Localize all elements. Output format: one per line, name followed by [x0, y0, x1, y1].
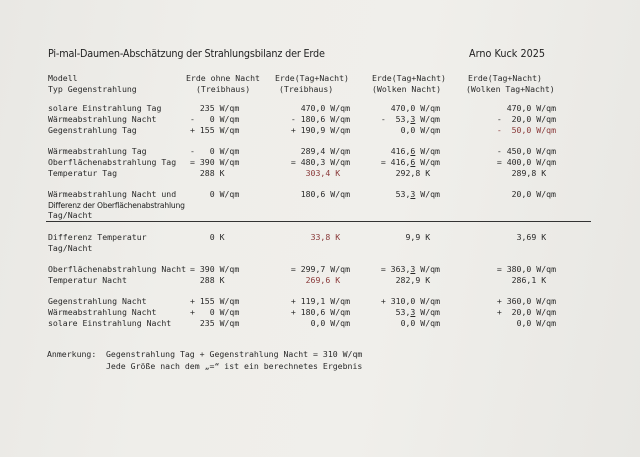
col2-value-highlight: 33,8 K	[310, 232, 350, 242]
author-label: Arno Kuck 2025	[469, 48, 546, 60]
col3-value: 282,9 K	[395, 275, 440, 285]
unit: W/qm	[415, 264, 440, 274]
col3-value	[356, 146, 440, 157]
col3-value: 0,0 W/qm	[400, 318, 440, 328]
col4-value: 3,69 K	[516, 232, 556, 242]
row-label-continued: Differenz der Oberflächenabstrahlung	[48, 201, 185, 210]
value-part: - 53,	[380, 114, 411, 124]
col1-value: 235 W/qm	[190, 103, 240, 113]
row-label: Gegenstrahlung Tag	[48, 125, 137, 135]
col3-value: 9,9 K	[405, 232, 440, 242]
table-row-heat-night-diff	[0, 189, 640, 200]
row-label: Oberflächenabstrahlung Tag	[48, 157, 177, 167]
col3-value	[356, 189, 440, 200]
unit: W/qm	[415, 189, 440, 199]
col3-subheader: (Wolken Nacht)	[372, 84, 442, 94]
col1-value: 288 K	[190, 168, 225, 178]
table-row-solar-day	[0, 103, 640, 114]
col2-value: - 180,6 W/qm	[290, 114, 350, 124]
col2-value: + 190,9 W/qm	[290, 125, 350, 135]
col2-value: + 119,1 W/qm	[290, 296, 350, 306]
table-row-temp-night	[0, 275, 640, 286]
value-part: 416,	[390, 146, 411, 156]
row-label-continued: Tag/Nacht	[48, 210, 93, 220]
note-row-1	[0, 349, 640, 360]
col1-value: + 155 W/qm	[190, 125, 240, 135]
col3-value	[356, 114, 440, 125]
col4-value: = 380,0 W/qm	[496, 264, 556, 274]
unit: W/qm	[415, 157, 440, 167]
col1-value: 288 K	[190, 275, 225, 285]
col2-value: 289,4 W/qm	[300, 146, 350, 156]
underlined-digit: 6	[410, 157, 416, 167]
unit: W/qm	[415, 146, 440, 156]
unit: W/qm	[415, 114, 440, 124]
value-part: = 416,	[380, 157, 411, 167]
col4-value: - 20,0 W/qm	[496, 114, 556, 124]
header-row-2	[0, 84, 640, 95]
col4-value: - 450,0 W/qm	[496, 146, 556, 156]
col4-value: 286,1 K	[511, 275, 556, 285]
col2-value-highlight: 269,6 K	[305, 275, 350, 285]
underlined-digit: 6	[410, 146, 416, 156]
model-label: Modell	[48, 73, 78, 83]
table-row-solar-night	[0, 318, 640, 329]
col2-value: = 299,7 W/qm	[290, 264, 350, 274]
value-part: 53,	[395, 189, 411, 199]
col1-value: 235 W/qm	[190, 318, 240, 328]
col3-value	[356, 157, 440, 168]
underlined-digit: 3	[410, 264, 416, 274]
underlined-digit: 3	[410, 189, 416, 199]
row-label-continued: Tag/Nacht	[48, 243, 93, 253]
row-label: Wärmeabstrahlung Nacht	[48, 307, 157, 317]
row-label: Oberflächenabstrahlung Nacht	[48, 264, 187, 274]
type-label: Typ Gegenstrahlung	[48, 84, 137, 94]
table-row-surface-day	[0, 157, 640, 168]
col3-value: + 310,0 W/qm	[380, 296, 440, 306]
col2-value: 0,0 W/qm	[310, 318, 350, 328]
table-row-counter-night	[0, 296, 640, 307]
col1-value: + 155 W/qm	[190, 296, 240, 306]
col4-value: + 20,0 W/qm	[496, 307, 556, 317]
table-row-temp-diff	[0, 232, 640, 243]
col2-value-highlight: 303,4 K	[305, 168, 350, 178]
document-title: Pi-mal-Daumen-Abschätzung der Strahlungsbilanz der Erde	[48, 48, 325, 60]
note-line-2: Jede Größe nach dem „=“ ist ein berechnetes Ergebnis	[106, 361, 363, 371]
row-label: Wärmeabstrahlung Nacht	[48, 114, 157, 124]
table-row-heat-night	[0, 114, 640, 125]
col2-value: + 180,6 W/qm	[290, 307, 350, 317]
col4-value: 470,0 W/qm	[506, 103, 556, 113]
underlined-digit: 3	[410, 114, 416, 124]
row-label: Temperatur Tag	[48, 168, 118, 178]
value-part: 53,	[395, 307, 411, 317]
row-label: solare Einstrahlung Nacht	[48, 318, 172, 328]
note-row-2	[0, 361, 640, 372]
col4-value-highlight: - 50,0 W/qm	[496, 125, 556, 135]
table-row-temp-day	[0, 168, 640, 179]
col2-subheader: (Treibhaus)	[279, 84, 334, 94]
unit: W/qm	[415, 307, 440, 317]
col4-value: 289,8 K	[511, 168, 556, 178]
col4-header: Erde(Tag+Nacht)	[468, 73, 542, 83]
row-label: Wärmeabstrahlung Nacht und	[48, 189, 177, 199]
row-label: Gegenstrahlung Nacht	[48, 296, 147, 306]
col1-value: 0 W/qm	[190, 189, 240, 199]
note-label: Anmerkung:	[47, 349, 97, 359]
col1-value: - 0 W/qm	[190, 114, 240, 124]
col2-value: = 480,3 W/qm	[290, 157, 350, 167]
row-label: solare Einstrahlung Tag	[48, 103, 162, 113]
underlined-digit: 3	[410, 307, 416, 317]
col2-value: 470,0 W/qm	[300, 103, 350, 113]
col1-value: + 0 W/qm	[190, 307, 240, 317]
section-divider	[46, 221, 591, 222]
value-part: = 363,	[380, 264, 411, 274]
col1-header: Erde ohne Nacht	[186, 73, 260, 83]
col1-value: = 390 W/qm	[190, 264, 240, 274]
row-label: Wärmeabstrahlung Tag	[48, 146, 147, 156]
table-row-temp-diff-cont	[0, 243, 640, 254]
table-row-surface-night	[0, 264, 640, 275]
col2-value: 180,6 W/qm	[300, 189, 350, 199]
col3-value	[356, 307, 440, 318]
row-label: Temperatur Nacht	[48, 275, 127, 285]
row-label: Differenz Temperatur	[48, 232, 147, 242]
col4-value: 0,0 W/qm	[516, 318, 556, 328]
col1-value: 0 K	[190, 232, 225, 242]
col1-value: = 390 W/qm	[190, 157, 240, 167]
col1-value: - 0 W/qm	[190, 146, 240, 156]
col4-value: = 400,0 W/qm	[496, 157, 556, 167]
col4-subheader: (Wolken Tag+Nacht)	[466, 84, 555, 94]
note-line-1: Gegenstrahlung Tag + Gegenstrahlung Nacht = 310 W/qm	[106, 349, 363, 359]
col1-subheader: (Treibhaus)	[196, 84, 251, 94]
col4-value: 20,0 W/qm	[511, 189, 556, 199]
table-row-heat-night-diff-cont2	[0, 210, 640, 221]
col3-value: 0,0 W/qm	[400, 125, 440, 135]
header-row-1	[0, 73, 640, 84]
col4-value: + 360,0 W/qm	[496, 296, 556, 306]
table-row-counter-day	[0, 125, 640, 136]
table-row-heat-night-2	[0, 307, 640, 318]
col2-header: Erde(Tag+Nacht)	[275, 73, 349, 83]
col3-header: Erde(Tag+Nacht)	[372, 73, 446, 83]
col3-value: 292,8 K	[395, 168, 440, 178]
col3-value: 470,0 W/qm	[390, 103, 440, 113]
col3-value	[356, 264, 440, 275]
table-row-heat-day	[0, 146, 640, 157]
